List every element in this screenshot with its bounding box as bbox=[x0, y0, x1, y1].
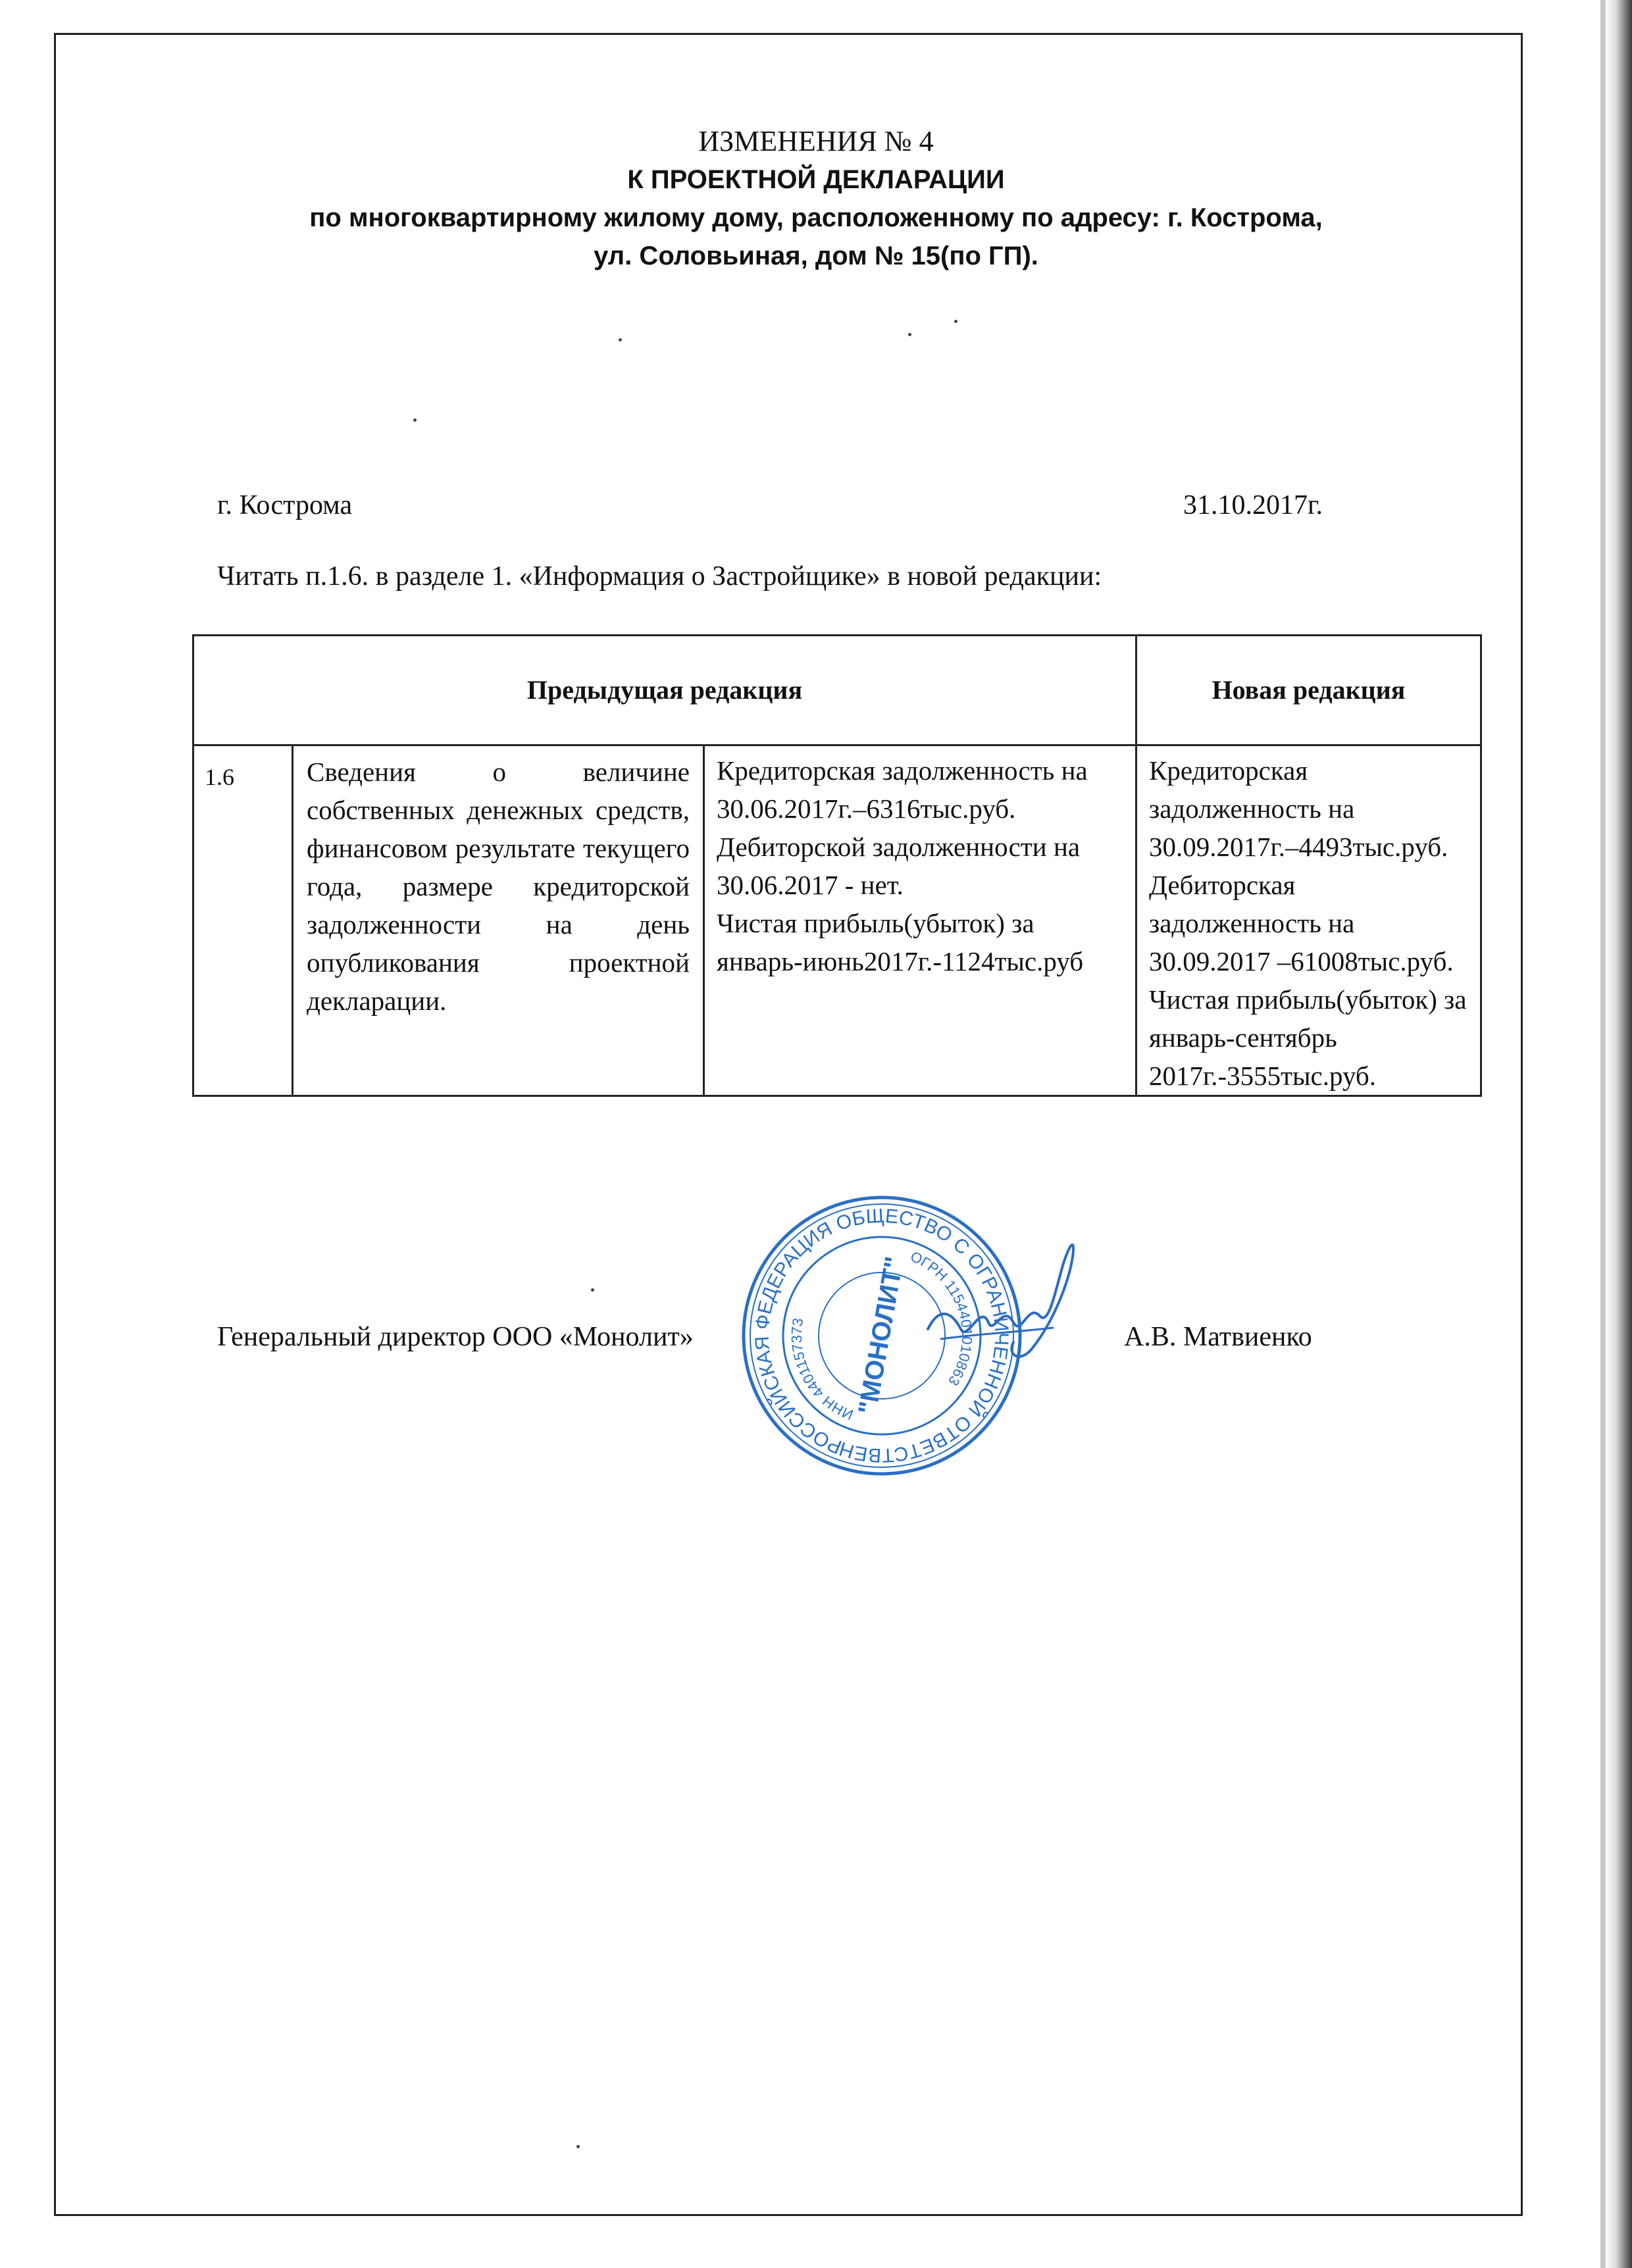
scan-shadow bbox=[1600, 0, 1606, 2268]
page-border bbox=[54, 33, 1523, 2216]
scan-speck bbox=[413, 418, 417, 422]
stamp-company-name: "МОНОЛИТ" bbox=[853, 1254, 909, 1417]
new-debtor-debt: Дебиторская задолженность на 30.09.2017 –61008тыс.руб. bbox=[1149, 870, 1454, 976]
table-header-row bbox=[193, 636, 1481, 745]
city: г. Кострома bbox=[217, 490, 353, 520]
changes-table bbox=[192, 634, 1482, 1097]
header-previous-edition: Предыдущая редакция bbox=[193, 636, 1136, 745]
scan-speck bbox=[908, 333, 911, 336]
prev-debtor-debt: Дебиторской задолженности на 30.06.2017 - нет. bbox=[717, 832, 1081, 900]
handwritten-signature bbox=[915, 1224, 1086, 1395]
title-address-line1: по многоквартирному жилому дому, расположенному по адресу: г. Кострома, bbox=[309, 203, 1323, 232]
scan-speck bbox=[619, 338, 622, 341]
new-net-profit: Чистая прибыль(убыток) за январь-сентябрь 2017г.-3555тыс.руб. bbox=[1149, 984, 1467, 1091]
signatory-position: Генеральный директор ООО «Монолит» bbox=[217, 1322, 694, 1352]
new-creditor-debt: Кредиторская задолженность на 30.09.2017г.–4493тыс.руб. bbox=[1149, 755, 1448, 862]
scan-speck bbox=[591, 1288, 594, 1292]
stamp-outer-text: РОССИЙСКАЯ ФЕДЕРАЦИЯ ОБЩЕСТВО С ОГРАНИЧЕННОЙ ОТВЕТСТВЕННОСТЬЮ bbox=[751, 1205, 1013, 1467]
row-description: Сведения о величине собственных денежных средств, финансовом результате текущего года, размере кредиторской задолженности на день опубликования проектной декларации. bbox=[293, 745, 704, 1096]
document-date: 31.10.2017г. bbox=[1183, 490, 1323, 520]
title-declaration: К ПРОЕКТНОЙ ДЕКЛАРАЦИИ bbox=[627, 165, 1005, 194]
new-edition-cell bbox=[1136, 745, 1481, 1096]
prev-creditor-debt: Кредиторская задолженность на 30.06.2017г.–6316тыс.руб. bbox=[717, 755, 1088, 824]
signatory-name: А.В. Матвиенко bbox=[1124, 1322, 1312, 1352]
title-changes-number: ИЗМЕНЕНИЯ № 4 bbox=[698, 125, 934, 157]
scan-speck bbox=[954, 320, 957, 323]
scan-speck bbox=[576, 2145, 580, 2148]
stamp-inn: ИНН 4401157373 bbox=[788, 1317, 856, 1424]
title-address-line2: ул. Соловьиная, дом № 15(по ГП). bbox=[594, 241, 1038, 270]
previous-edition-cell bbox=[704, 745, 1136, 1096]
header-new-edition: Новая редакция bbox=[1136, 636, 1481, 745]
prev-net-profit: Чистая прибыль(убыток) за январь-июнь2017г.-1124тыс.руб bbox=[717, 908, 1084, 976]
scan-edge bbox=[1606, 0, 1632, 2268]
table-row bbox=[193, 745, 1481, 1096]
intro-text: Читать п.1.6. в разделе 1. «Информация о Застройщике» в новой редакции: bbox=[217, 561, 1102, 592]
stamp-ogrn: ОГРН 1154401010863 bbox=[907, 1247, 976, 1389]
row-number: 1.6 bbox=[193, 745, 293, 1096]
document-title bbox=[0, 122, 1632, 275]
